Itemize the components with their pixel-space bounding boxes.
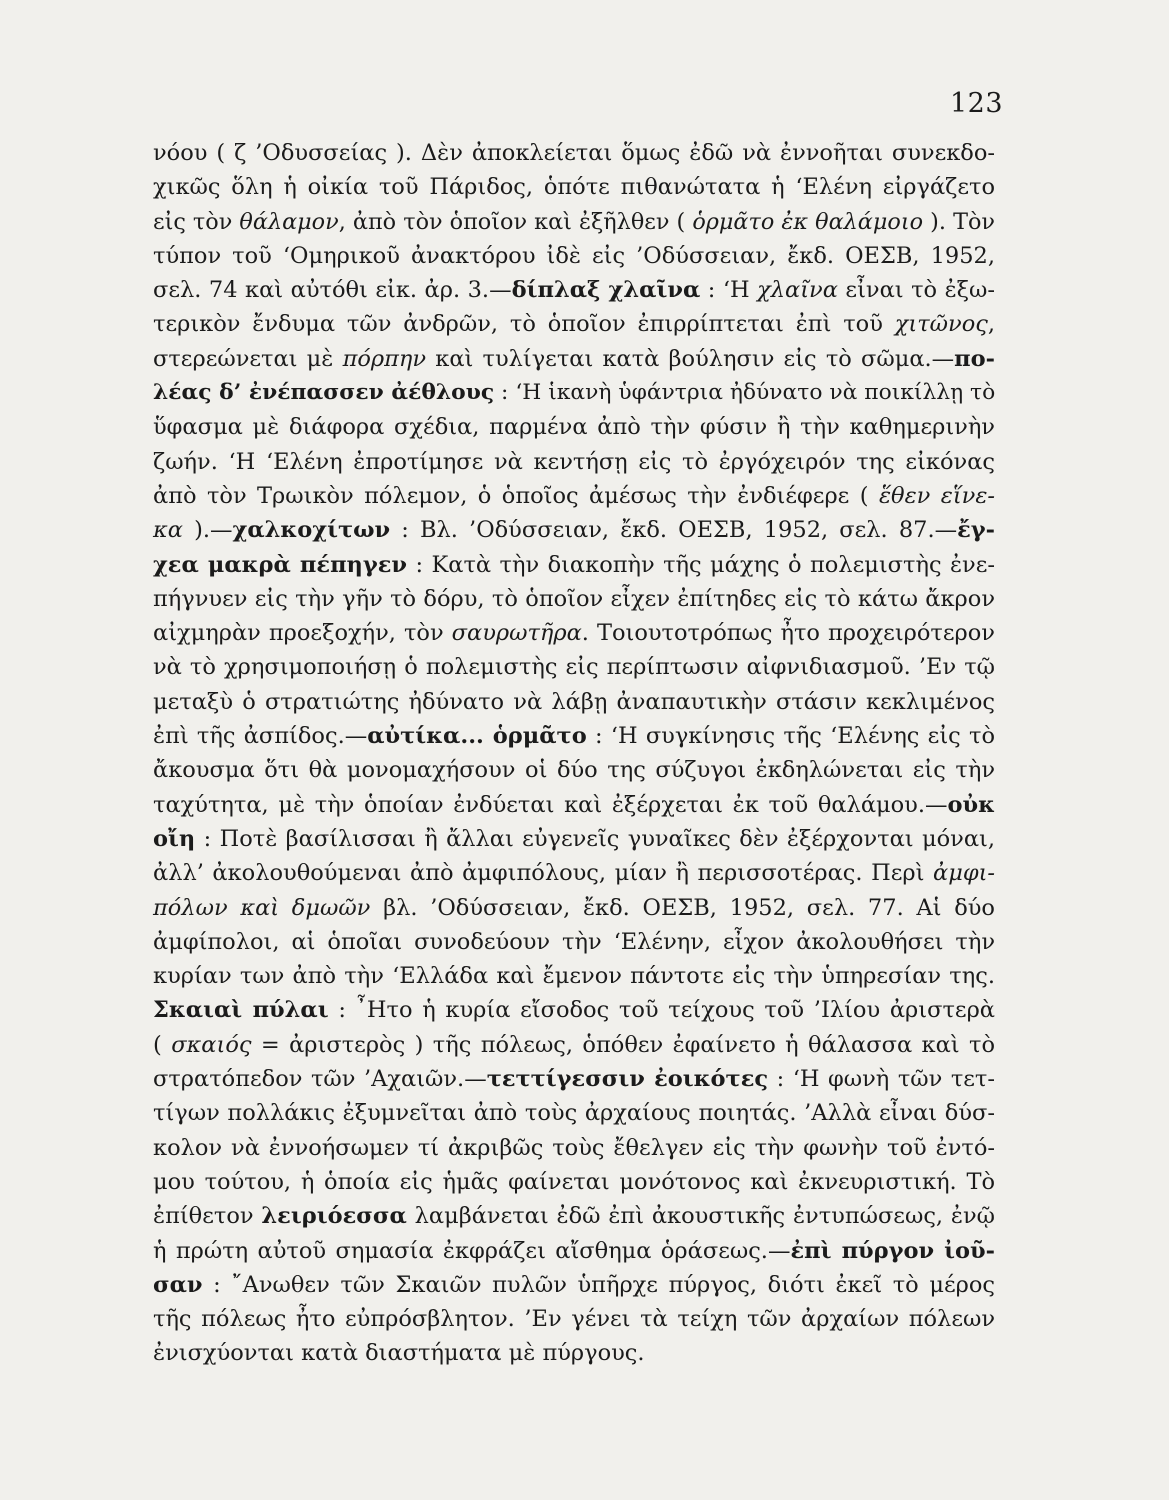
text-line (153, 410, 995, 444)
text-run: ὕφασμα μὲ διάφορα σχέδια, παρμένα ἀπὸ τὴν φύσιν ἢ τὴν καθημερινὴν (153, 414, 995, 441)
text-line (153, 993, 995, 1027)
lemma-bold: ἔγ- (957, 517, 995, 544)
text-run: ἡ πρώτη αὐτοῦ σημασία ἐκφράζει αἴσθημα ὁράσεως.— (153, 1237, 791, 1264)
text-run: στερεώνεται μὲ (153, 345, 343, 372)
page-number: 123 (950, 88, 1004, 119)
term-italic: πόλων καὶ δμωῶν (153, 894, 371, 921)
text-run: εἶναι τὸ ἐξω- (837, 277, 995, 304)
text-run: , ἀπὸ τὸν ὁποῖον καὶ ἐξῆλθεν ( (338, 208, 693, 235)
text-line (153, 1131, 995, 1165)
text-line (153, 822, 995, 856)
text-line (153, 719, 995, 753)
text-run: : ‘Η ἱκανὴ ὑφάντρια ἠδύνατο νὰ ποικίλλῃ τὸ (494, 380, 996, 406)
text-run: ἐνισχύονται κατὰ διαστήματα μὲ πύργους. (153, 1340, 645, 1367)
text-run: ).— (182, 517, 233, 544)
text-line (153, 170, 995, 204)
text-line (153, 307, 995, 341)
text-run: λαμβάνεται ἐδῶ ἐπὶ ἀκουστικῆς ἐντυπώσεως, ἐνῷ (406, 1203, 996, 1230)
text-run: σελ. 74 καὶ αὐτόθι εἰκ. ἀρ. 3.— (153, 277, 512, 304)
lemma-bold: τεττίγεσσιν ἐοικότες (486, 1066, 769, 1093)
text-line (153, 273, 995, 307)
text-line (153, 1268, 995, 1302)
text-run: : Κατὰ τὴν διακοπὴν τῆς μάχης ὁ πολεμιστὴς ἐνε- (407, 551, 995, 578)
lemma-bold: Σκαιαὶ πύλαι (153, 997, 329, 1024)
term-italic: χλαῖνα (757, 277, 838, 304)
text-run: ζωήν. ‘Η ‘Ελένη ἐπροτίμησε νὰ κεντήσῃ εἰς τὸ ἐργόχειρόν της εἰκόνας (153, 448, 995, 475)
text-run: κυρίαν των ἀπὸ τὴν ‘Ελλάδα καὶ ἔμενον πάντοτε εἰς τὴν ὑπηρεσίαν της. (153, 963, 995, 990)
text-line (153, 1302, 995, 1336)
text-line (153, 856, 995, 890)
text-line (153, 1336, 995, 1370)
text-run: κολον νὰ ἐννοήσωμεν τί ἀκριβῶς τοὺς ἔθελγεν εἰς τὴν φωνὴν τοῦ ἐντό- (153, 1134, 995, 1161)
lemma-bold: ἐπὶ πύργον ἰοῦ- (790, 1237, 996, 1264)
text-line (153, 685, 995, 719)
text-line (153, 136, 995, 170)
lemma-bold: χαλκοχίτων (232, 517, 391, 544)
text-run: νὰ τὸ χρησιμοποιήσῃ ὁ πολεμιστὴς εἰς περίπτωσιν αἰφνιδιασμοῦ. ’Εν τῷ (153, 654, 995, 681)
text-run: τερικὸν ἔνδυμα τῶν ἀνδρῶν, τὸ ὁποῖον ἐπιρρίπτεται ἐπὶ τοῦ (153, 311, 895, 338)
term-italic: ὁρμᾶτο ἐκ θαλάμοιο (692, 208, 924, 235)
term-italic: ἀμφι- (933, 860, 995, 887)
text-run: εἰς τὸν (153, 208, 240, 235)
text-run: στρατόπεδον τῶν ’Αχαιῶν.— (153, 1066, 487, 1093)
commentary-text (153, 136, 995, 1371)
text-run: ἐπίθετον (153, 1203, 262, 1230)
text-run: : Ποτὲ βασίλισσαι ἢ ἄλλαι εὐγενεῖς γυναῖκες δὲν ἐξέρχονται μόναι, (195, 825, 995, 852)
text-run: . Τοιουτοτρόπως ἦτο προχειρότερον (581, 620, 995, 647)
text-line (153, 513, 995, 547)
text-line (153, 1234, 995, 1268)
lemma-bold: πο- (954, 345, 995, 372)
text-run: χικῶς ὅλη ἡ οἰκία τοῦ Πάριδος, ὁπότε πιθανώτατα ἡ ‘Ελένη εἰργάζετο (153, 174, 995, 201)
text-run: ἐπὶ τῆς ἀσπίδος.— (153, 723, 368, 750)
text-line (153, 1062, 995, 1096)
text-run: : ‘Η συγκίνησις τῆς ‘Ελένης εἰς τὸ (586, 723, 995, 750)
lemma-bold: λειριόεσσα (261, 1203, 407, 1230)
text-line (153, 925, 995, 959)
text-line (153, 342, 995, 376)
text-line (153, 479, 995, 513)
text-run: τίγων πολλάκις ἐξυμνεῖται ἀπὸ τοὺς ἀρχαίους ποιητάς. ’Αλλὰ εἶναι δύσ- (153, 1100, 995, 1127)
text-run: ἀλλ’ ἀκολουθούμεναι ἀπὸ ἀμφιπόλους, μίαν ἢ περισσοτέρας. Περὶ (153, 860, 933, 887)
text-run: ( (153, 1031, 172, 1058)
term-italic: κα (153, 517, 183, 544)
term-italic: θάλαμον (239, 208, 339, 235)
lemma-bold: οἴη (153, 825, 196, 852)
text-run: : ‘Η (700, 277, 758, 304)
text-run: πήγνυεν εἰς τὴν γῆν τὸ δόρυ, τὸ ὁποῖον εἶχεν ἐπίτηδες εἰς τὸ κάτω ἄκρον (153, 585, 995, 612)
text-line (153, 548, 995, 582)
text-line (153, 1165, 995, 1199)
text-run: αἰχμηρὰν προεξοχήν, τὸν (153, 620, 452, 647)
text-line (153, 788, 995, 822)
text-line (153, 582, 995, 616)
text-run: : ‘Η φωνὴ τῶν τετ- (768, 1066, 995, 1093)
text-line (153, 891, 995, 925)
text-run: ταχύτητα, μὲ τὴν ὁποίαν ἐνδύεται καὶ ἐξέρχεται ἐκ τοῦ θαλάμου.— (153, 791, 948, 818)
text-line (153, 376, 995, 410)
text-run: βλ. ’Οδύσσειαν, ἔκδ. ΟΕΣΒ, 1952, σελ. 77. Αἱ δύο (370, 894, 995, 921)
text-line (153, 1028, 995, 1062)
lemma-bold: σαν (153, 1271, 203, 1298)
text-run: μου τούτου, ἡ ὁποία εἰς ἡμᾶς φαίνεται μονότονος καὶ ἐκνευριστική. Τὸ (153, 1168, 995, 1195)
text-line (153, 1096, 995, 1130)
term-italic: πόρπην (342, 345, 427, 372)
lemma-bold: αὐτίκα... ὁρμᾶτο (367, 723, 587, 750)
lemma-bold: χεα μακρὰ πέπηγεν (153, 551, 408, 578)
text-run: νόου ( ζ ’Οδυσσείας ). Δὲν ἀποκλείεται ὅμως ἐδῶ νὰ ἐννοῆται συνεκδο- (153, 140, 995, 166)
text-line (153, 1199, 995, 1233)
text-run: ἀπὸ τὸν Τρωικὸν πόλεμον, ὁ ὁποῖος ἀμέσως τὴν ἐνδιέφερε ( (153, 482, 879, 509)
text-run: ). Τὸν (923, 208, 995, 235)
text-line (153, 239, 995, 273)
text-run: ἀμφίπολοι, αἱ ὁποῖαι συνοδεύουν τὴν ‘Ελένην, εἶχον ἀκολουθήσει τὴν (153, 928, 995, 955)
text-run: τῆς πόλεως ἦτο εὐπρόσβλητον. ’Εν γένει τὰ τείχη τῶν ἀρχαίων πόλεων (153, 1306, 995, 1333)
text-run: : Βλ. ’Οδύσσειαν, ἔκδ. ΟΕΣΒ, 1952, σελ. 87.— (390, 517, 958, 544)
text-run: τύπον τοῦ ‘Ομηρικοῦ ἀνακτόρου ἰδὲ εἰς ’Οδύσσειαν, ἔκδ. ΟΕΣΒ, 1952, (153, 242, 995, 269)
term-italic: ἕθεν εἵνε- (878, 482, 995, 509)
text-run: ἄκουσμα ὅτι θὰ μονομαχήσουν οἱ δύο της σύζυγοι ἐκδηλώνεται εἰς τὴν (153, 757, 995, 784)
text-run: : ῏Ητο ἡ κυρία εἴσοδος τοῦ τείχους τοῦ ’Ιλίου ἀριστερὰ (328, 997, 995, 1024)
text-run: : ῎Ανωθεν τῶν Σκαιῶν πυλῶν ὑπῆρχε πύργος, διότι ἐκεῖ τὸ μέρος (202, 1271, 995, 1298)
term-italic: σαυρωτῆρα (451, 620, 582, 647)
text-run: , (987, 311, 995, 338)
lemma-bold: λέας δ’ ἐνέπασσεν ἀέθλους (153, 380, 495, 406)
text-line (153, 650, 995, 684)
text-line (153, 959, 995, 993)
term-italic: χιτῶνος (894, 311, 988, 338)
lemma-bold: οὐκ (947, 791, 995, 818)
lemma-bold: δίπλαξ χλαῖνα (511, 277, 701, 304)
term-italic: σκαιός (171, 1031, 252, 1058)
text-line (153, 753, 995, 787)
text-run: μεταξὺ ὁ στρατιώτης ἠδύνατο νὰ λάβῃ ἀναπαυτικὴν στάσιν κεκλιμένος (153, 688, 995, 715)
text-line (153, 205, 995, 239)
text-run: = ἀριστερὸς ) τῆς πόλεως, ὁπόθεν ἐφαίνετο ἡ θάλασσα καὶ τὸ (251, 1031, 996, 1058)
text-line (153, 445, 995, 479)
text-line (153, 616, 995, 650)
text-run: καὶ τυλίγεται κατὰ βούλησιν εἰς τὸ σῶμα.— (426, 345, 955, 372)
